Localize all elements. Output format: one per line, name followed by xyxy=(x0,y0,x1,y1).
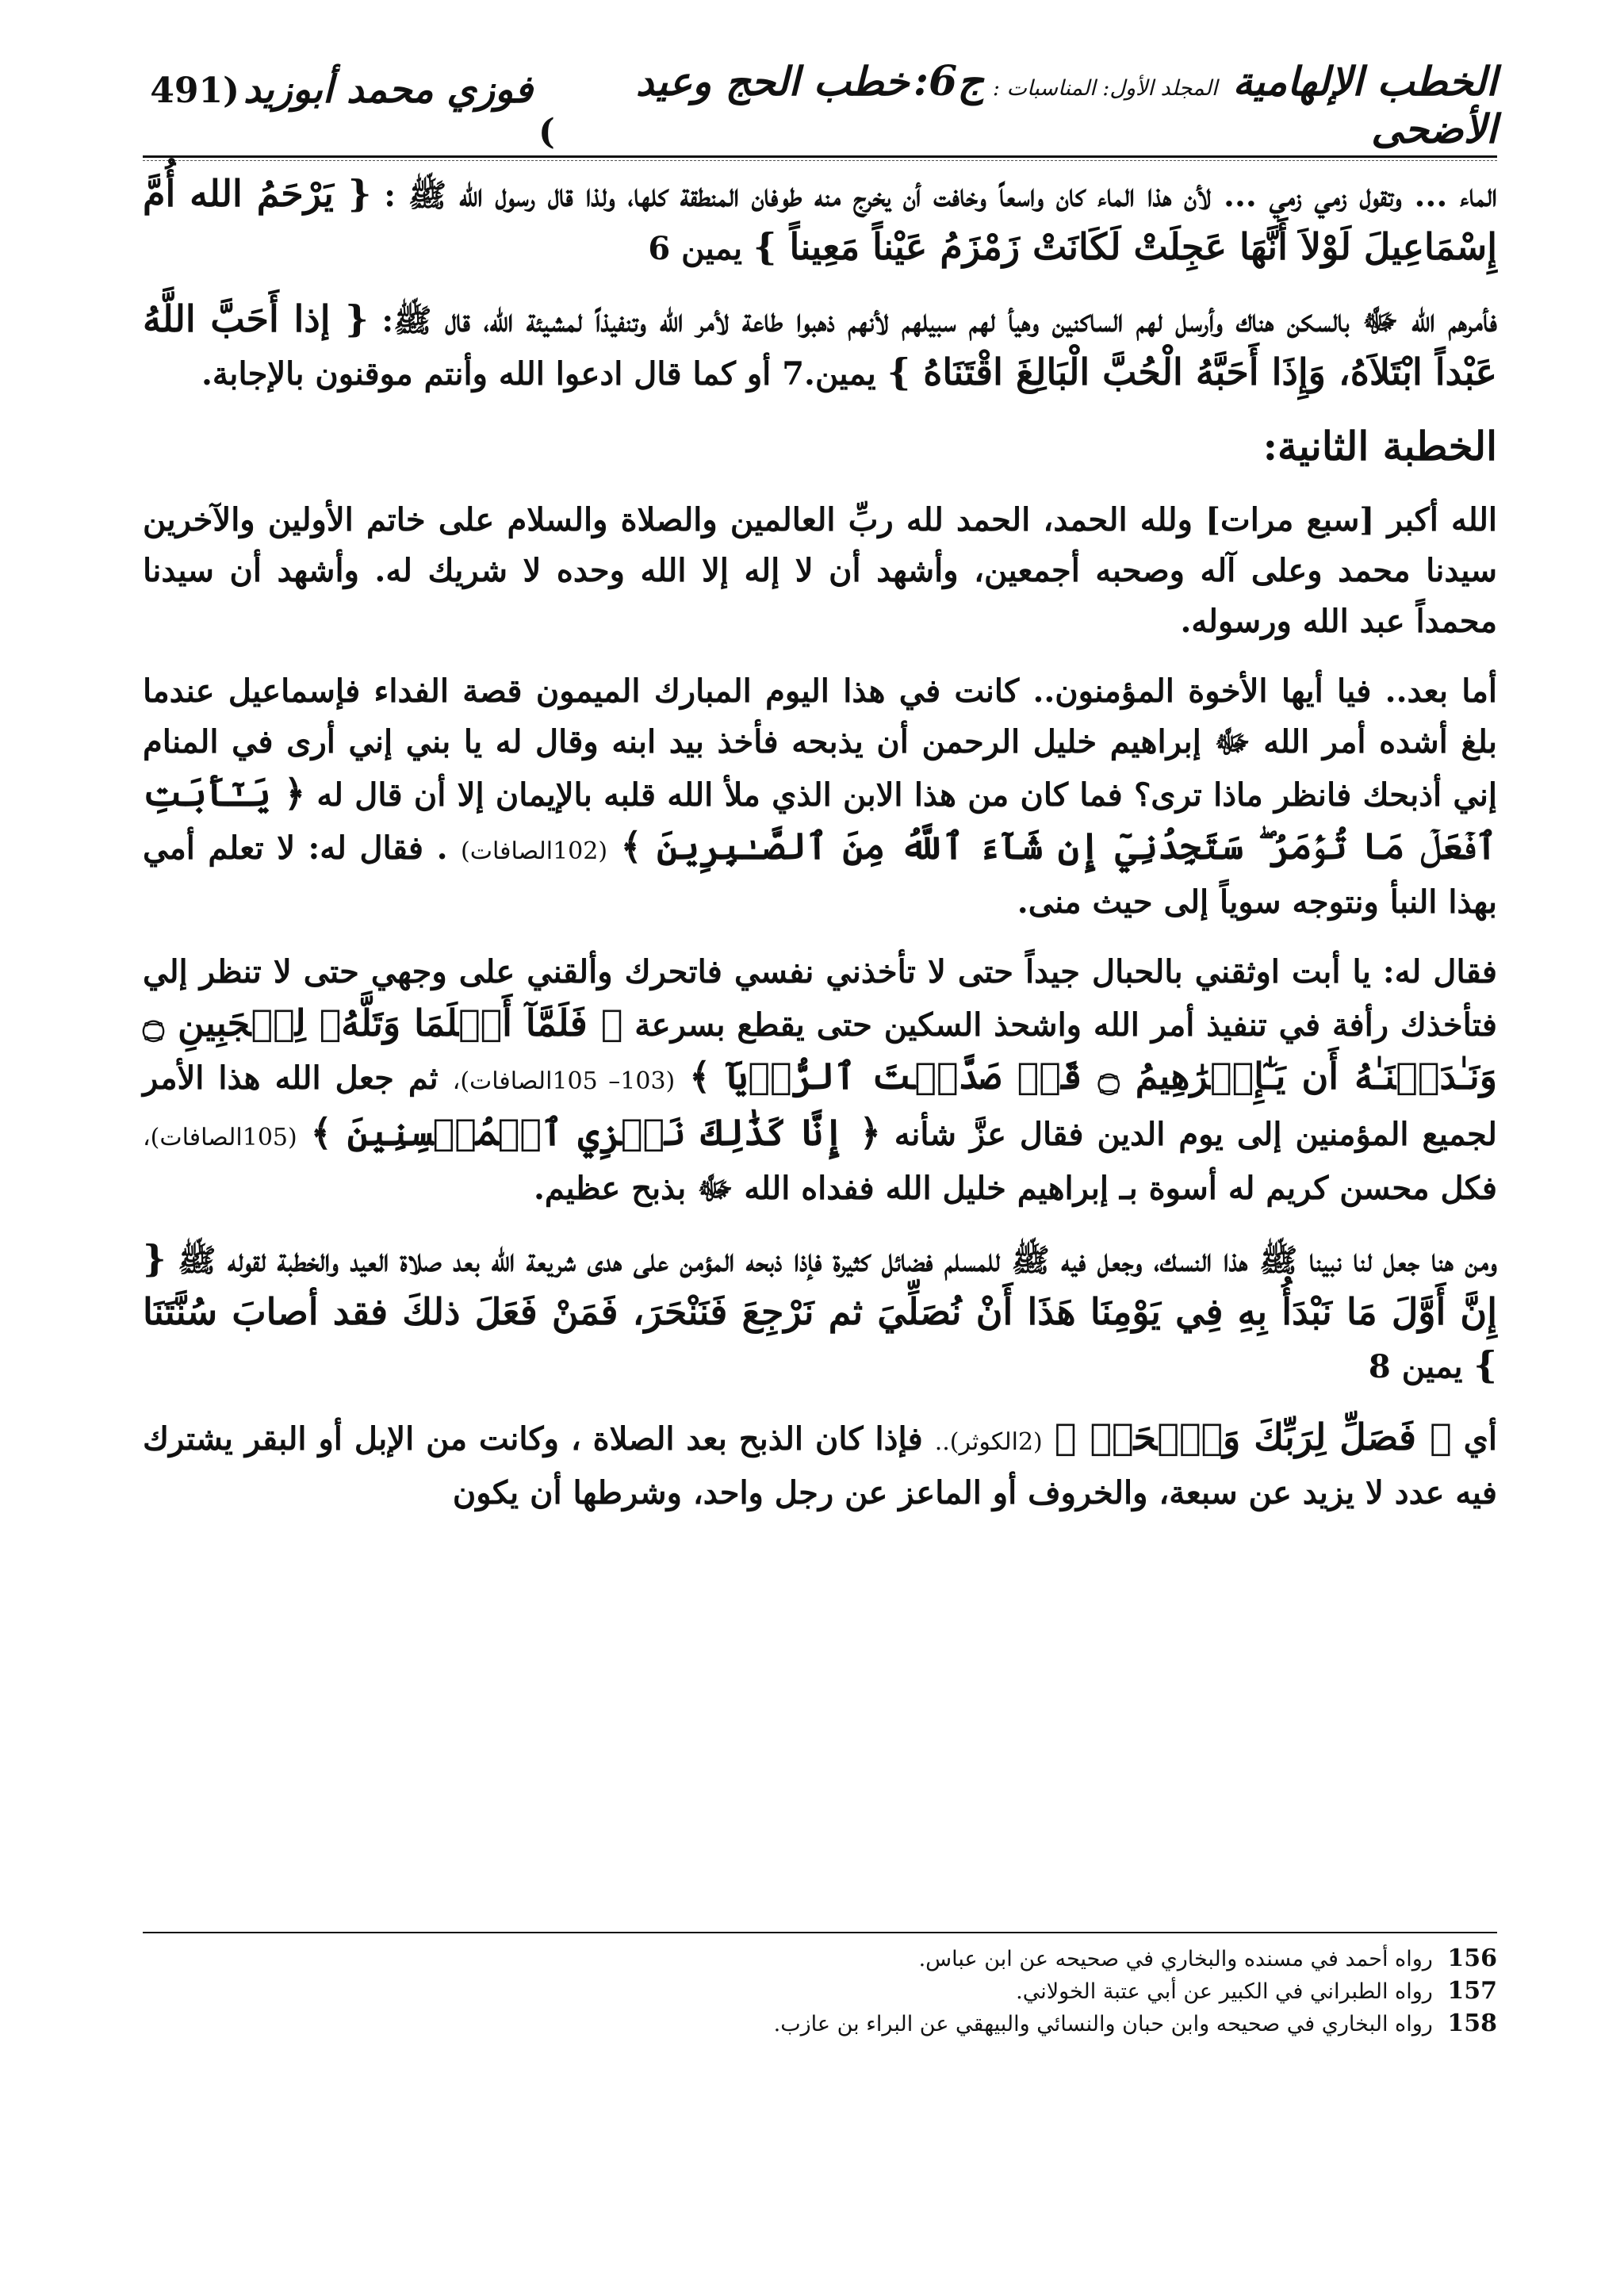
footnote-number: 157 xyxy=(1447,1977,1497,2005)
paragraph-text: فقال له: يا أبت اوثقني بالحبال جيداً حتى لا تأخذني نفسي فاتحرك وألقني على وجهي حتى لا تنظر إلي فتأخذك رأفة في تنفيذ أمر الله واشحذ السكين حتى يقطع بسرعة xyxy=(143,953,1497,1044)
paragraph-5 xyxy=(143,947,1497,1214)
running-header xyxy=(143,57,1497,152)
quran-quote: ﴿ فَصَلِّ لِرَبِّكَ وَٱنۡحَرۡ ﴾ xyxy=(1054,1416,1452,1458)
paragraph-text: الماء ... وتقول زمي زمي ... لأن هذا الماء كان واسعاً وخافت أن يخرج منه طوفان المنطقة كلها، ولذا قال رسول الله ﷺ : xyxy=(384,177,1497,214)
footnote-text: رواه أحمد في مسنده والبخاري في صحيحه عن ابن عباس. xyxy=(918,1947,1433,1971)
header-divider xyxy=(143,155,1497,158)
verse-reference: (102الصافات) xyxy=(461,837,608,865)
volume-label: المجلد الأول: المناسبات : xyxy=(992,76,1218,101)
footnote-marker: يمين 6 xyxy=(648,230,742,267)
quran-quote: ﴿ يَـٰٓأَبَتِ ٱفۡعَلۡ مَا تُؤۡمَرُ ۖ سَتَجِدُنِيٓ إِن شَآءَ ٱللَّهُ مِنَ ٱلصَّـٰبِرِينَ ﴾ xyxy=(143,772,1498,868)
paragraph-text: فإذا كان الذبح بعد الصلاة ، وكانت من الإبل أو البقر يشترك فيه عدد لا يزيد عن سبعة، والخروف أو الماعز عن رجل واحد، وشرطها أن يكون xyxy=(143,1420,1497,1511)
hadith-quote: { إِنَّ أَوَّلَ مَا نَبْدَأُ بِهِ فِي يَوْمِنَا هَذَا أَنْ نُصَلِّيَ ثم نَرْجِعَ فَنَنْحَرَ، فَمَنْ فَعَلَ ذلكَ فقد أصابَ سُنَّتَنَا } xyxy=(143,1237,1497,1386)
header-divider-dashed xyxy=(143,160,1497,161)
paragraph-tail: . فقال له: لا تعلم أمي بهذا النبأ ونتوجه سوياً إلى حيث منى. xyxy=(143,829,1497,921)
paragraph-2 xyxy=(143,293,1497,400)
paragraph-6 xyxy=(143,1233,1497,1393)
footnote-item xyxy=(143,1944,1497,1974)
paragraph-1 xyxy=(143,168,1497,274)
footnote-number: 158 xyxy=(1447,2009,1497,2037)
header-right-group xyxy=(565,57,1497,152)
footnote-item xyxy=(143,2009,1497,2039)
paragraph-3: الله أكبر [سبع مرات] ولله الحمد، الحمد لله ربِّ العالمين والصلاة والسلام على خاتم الأولين والآخرين سيدنا محمد وعلى آله وصحبه أجمعين، وأشهد أن لا إله إلا الله وحده لا شريك له. وأشهد أن سيدنا محمداً عبد الله ورسوله. xyxy=(143,501,1497,640)
footnote-item xyxy=(143,1977,1497,2006)
verse-reference: (105الصافات)، xyxy=(143,1124,297,1151)
paragraph-lead: أي xyxy=(1463,1420,1497,1458)
verse-reference: (103– 105الصافات)، xyxy=(452,1067,676,1095)
footnote-marker: يمين 8 xyxy=(1368,1348,1463,1385)
footnote-text: رواه البخاري في صحيحه وابن حبان والنسائي والبيهقي عن البراء بن عازب. xyxy=(773,2012,1433,2036)
main-text xyxy=(143,168,1497,1538)
paragraph-text: ومن هنا جعل لنا نبينا ﷺ هذا النسك، وجعل فيه ﷺ للمسلم فضائل كثيرة فإذا ذبحه المؤمن على هدى شريعة الله بعد صلاة العيد والخطبة لقوله ﷺ xyxy=(178,1242,1497,1279)
paragraph-text: فأمرهم الله ﷻ بالسكن هناك وأرسل لهم الساكنين وهيأ لهم سبيلهم لأنهم ذهبوا طاعة لأمر الله وتنفيذاً لمشيئة الله، قال ﷺ: xyxy=(381,302,1497,339)
paragraph-tail: أو كما قال ادعوا الله وأنتم موقنون بالإجابة. xyxy=(201,355,772,393)
footnote-divider xyxy=(143,1932,1497,1933)
header-left-group xyxy=(143,67,565,152)
quran-quote: ﴿ فَلَمَّآ أَسۡلَمَا وَتَلَّهُۥ لِلۡجَبِينِ ۝ وَنَـٰدَيۡنَـٰهُ أَن يَـٰٓإِبۡرَٰهِيمُ ۝ قَدۡ صَدَّقۡتَ ٱلرُّءۡيَآ ﴾ xyxy=(143,1002,1498,1098)
chapter-title: خطب الحج وعيد الأضحى xyxy=(635,58,1497,152)
part-number: ج6: xyxy=(913,57,984,105)
verse-reference: (2الكوثر).. xyxy=(934,1428,1043,1456)
footnote-text: رواه الطبراني في الكبير عن أبي عتبة الخولاني. xyxy=(1016,1979,1433,2004)
section-heading: الخطبة الثانية: xyxy=(1262,423,1497,469)
book-title: الخطب الإلهامية xyxy=(1232,58,1497,105)
footnotes xyxy=(143,1944,1497,2042)
quran-quote: ﴿ إِنَّا كَذَٰلِكَ نَجۡزِي ٱلۡمُحۡسِنِينَ ﴾ xyxy=(310,1111,881,1154)
paragraph-text: ثم جعل الله هذا الأمر لجميع المؤمنين إلى يوم الدين فقال عزَّ شأنه xyxy=(143,1059,1497,1153)
page-number: (491 ) xyxy=(150,71,555,152)
paragraph-7 xyxy=(143,1412,1497,1519)
paragraph-4 xyxy=(143,666,1497,928)
paragraph-text: أما بعد.. فيا أيها الأخوة المؤمنون.. كانت في هذا اليوم المبارك الميمون قصة الفداء فإسماعيل عندما بلغ أشده أمر الله ﷻ إبراهيم خليل الرحمن أن يذبحه فأخذ بيد ابنه وقال له يا بني إني أرى في المنام إني أذبحك فانظر ماذا ترى؟ فما كان من هذا الابن الذي ملأ الله قلبه بالإيمان إلا أن قال له xyxy=(143,672,1497,814)
paragraph-tail: فكل محسن كريم له أسوة بـ إبراهيم خليل الله ففداه الله ﷻ بذبح عظيم. xyxy=(534,1170,1497,1207)
footnote-marker: يمين.7 xyxy=(782,355,876,393)
footnote-number: 156 xyxy=(1447,1944,1497,1972)
hadith-quote: { إذا أَحَبَّ اللَّهُ عَبْداً ابْتَلاَهُ، وَإِذَا أَحَبَّهُ الْحُبَّ الْبَالِغَ اقْتَنَاهُ } xyxy=(143,297,1497,393)
author-name: فوزي محمد أبوزيد xyxy=(243,67,533,112)
hadith-quote: { يَرْحَمُ الله أُمَّ إِسْمَاعِيلَ لَوْلاَ أَنَّهَا عَجِلَتْ لَكَانَتْ زَمْزَمُ عَيْناً مَعِيناً } xyxy=(143,172,1497,268)
